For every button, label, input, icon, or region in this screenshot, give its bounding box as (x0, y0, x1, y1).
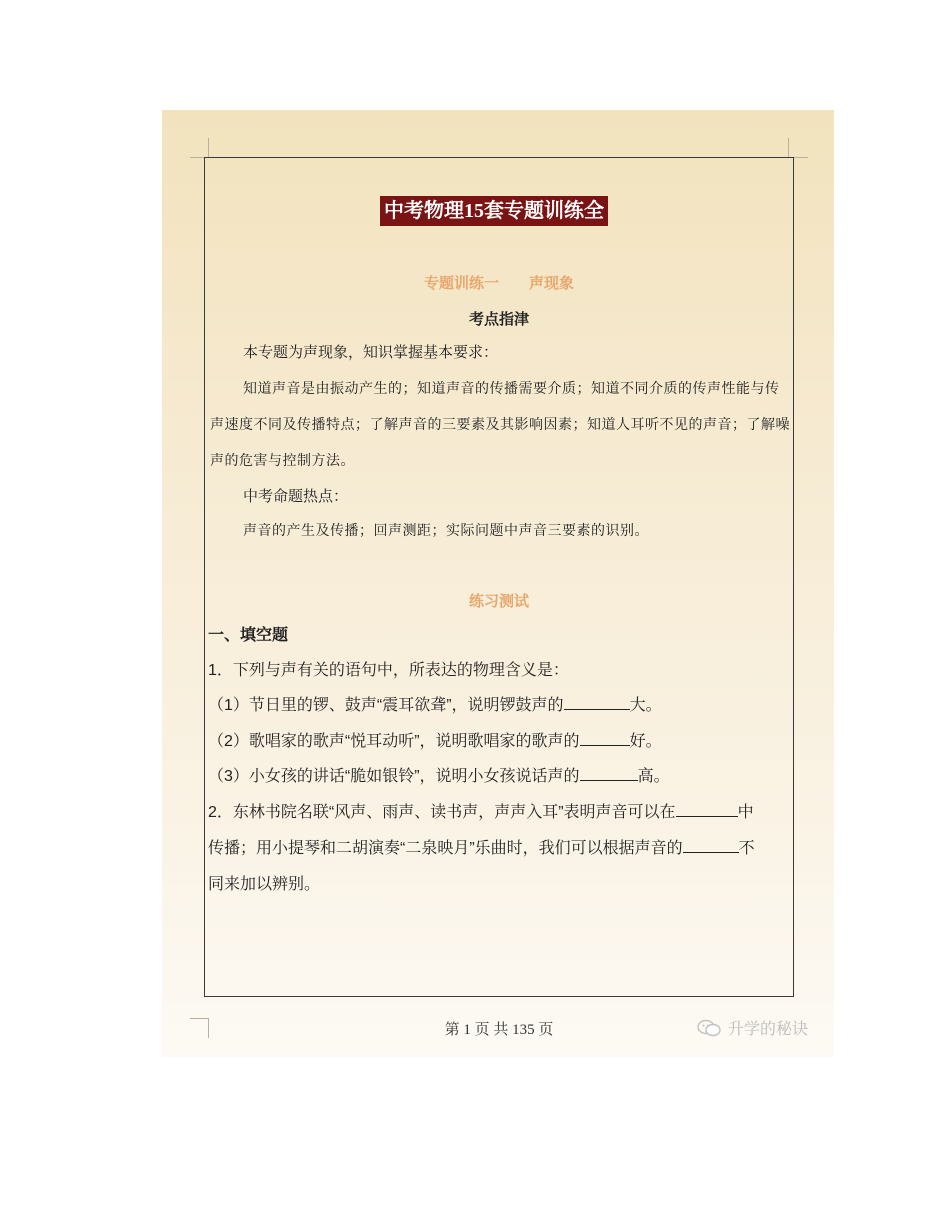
crop-mark (788, 138, 789, 158)
key-points-heading: 考点指津 (468, 312, 529, 328)
item-text: 中 (737, 804, 754, 821)
answer-blank[interactable] (683, 836, 739, 853)
hot-points-heading: 中考命题热点： (243, 489, 349, 505)
crop-mark (208, 138, 209, 158)
document-title: 中考物理15套专题训练全 (380, 196, 608, 226)
question-1-stem: 1．下列与声有关的语句中，所表达的物理含义是： (208, 662, 569, 679)
intro-paragraph: 本专题为声现象，知识掌握基本要求： (243, 345, 499, 361)
item-text: 大。 (629, 697, 662, 714)
item-text: 高。 (637, 768, 670, 785)
question-1-item-2 (208, 725, 662, 759)
item-text: （2）歌唱家的歌声“悦耳动听”，说明歌唱家的歌声的 (208, 733, 580, 750)
wechat-icon (696, 1018, 722, 1038)
section-topic: 声现象 (529, 276, 575, 292)
answer-blank[interactable] (564, 693, 630, 710)
requirements-paragraph: 知道声音是由振动产生的；知道声音的传播需要介质；知道不同介质的传声性能与传声速度不同及传播特点；了解声音的三要素及其影响因素；知道人耳听不见的声音；了解噪声的危害与控制方法。 (210, 381, 790, 469)
question-2-line-3: 同来加以辨别。 (208, 876, 321, 893)
item-text: 2．东林书院名联“风声、雨声、读书声，声声入耳”表明声音可以在 (208, 804, 676, 821)
page-footer: 第 1 页 共 135 页 (444, 1022, 554, 1038)
question-2-line-1 (208, 796, 754, 830)
item-text: 好。 (629, 733, 662, 750)
answer-blank[interactable] (676, 800, 738, 817)
section-prefix: 专题训练一 (423, 276, 499, 292)
section-title (204, 272, 794, 293)
question-1-item-1 (208, 689, 662, 723)
practice-title: 练习测试 (468, 594, 529, 610)
watermark-text: 升学的秘诀 (728, 1021, 809, 1038)
item-text: （3）小女孩的讲话“脆如银铃”，说明小女孩说话声的 (208, 768, 580, 785)
answer-blank[interactable] (580, 729, 630, 746)
question-2-line-2 (208, 832, 755, 866)
item-text: 不 (738, 840, 755, 857)
hot-points-paragraph: 声音的产生及传播；回声测距；实际问题中声音三要素的识别。 (243, 523, 649, 539)
watermark (696, 1016, 808, 1039)
answer-blank[interactable] (580, 764, 638, 781)
item-text: 传播；用小提琴和二胡演奏“二泉映月”乐曲时，我们可以根据声音的 (208, 840, 683, 857)
question-1-item-3 (208, 760, 670, 794)
fill-in-heading: 一、填空题 (208, 627, 289, 644)
item-text: （1）节日里的锣、鼓声“震耳欲聋”，说明锣鼓声的 (208, 697, 564, 714)
